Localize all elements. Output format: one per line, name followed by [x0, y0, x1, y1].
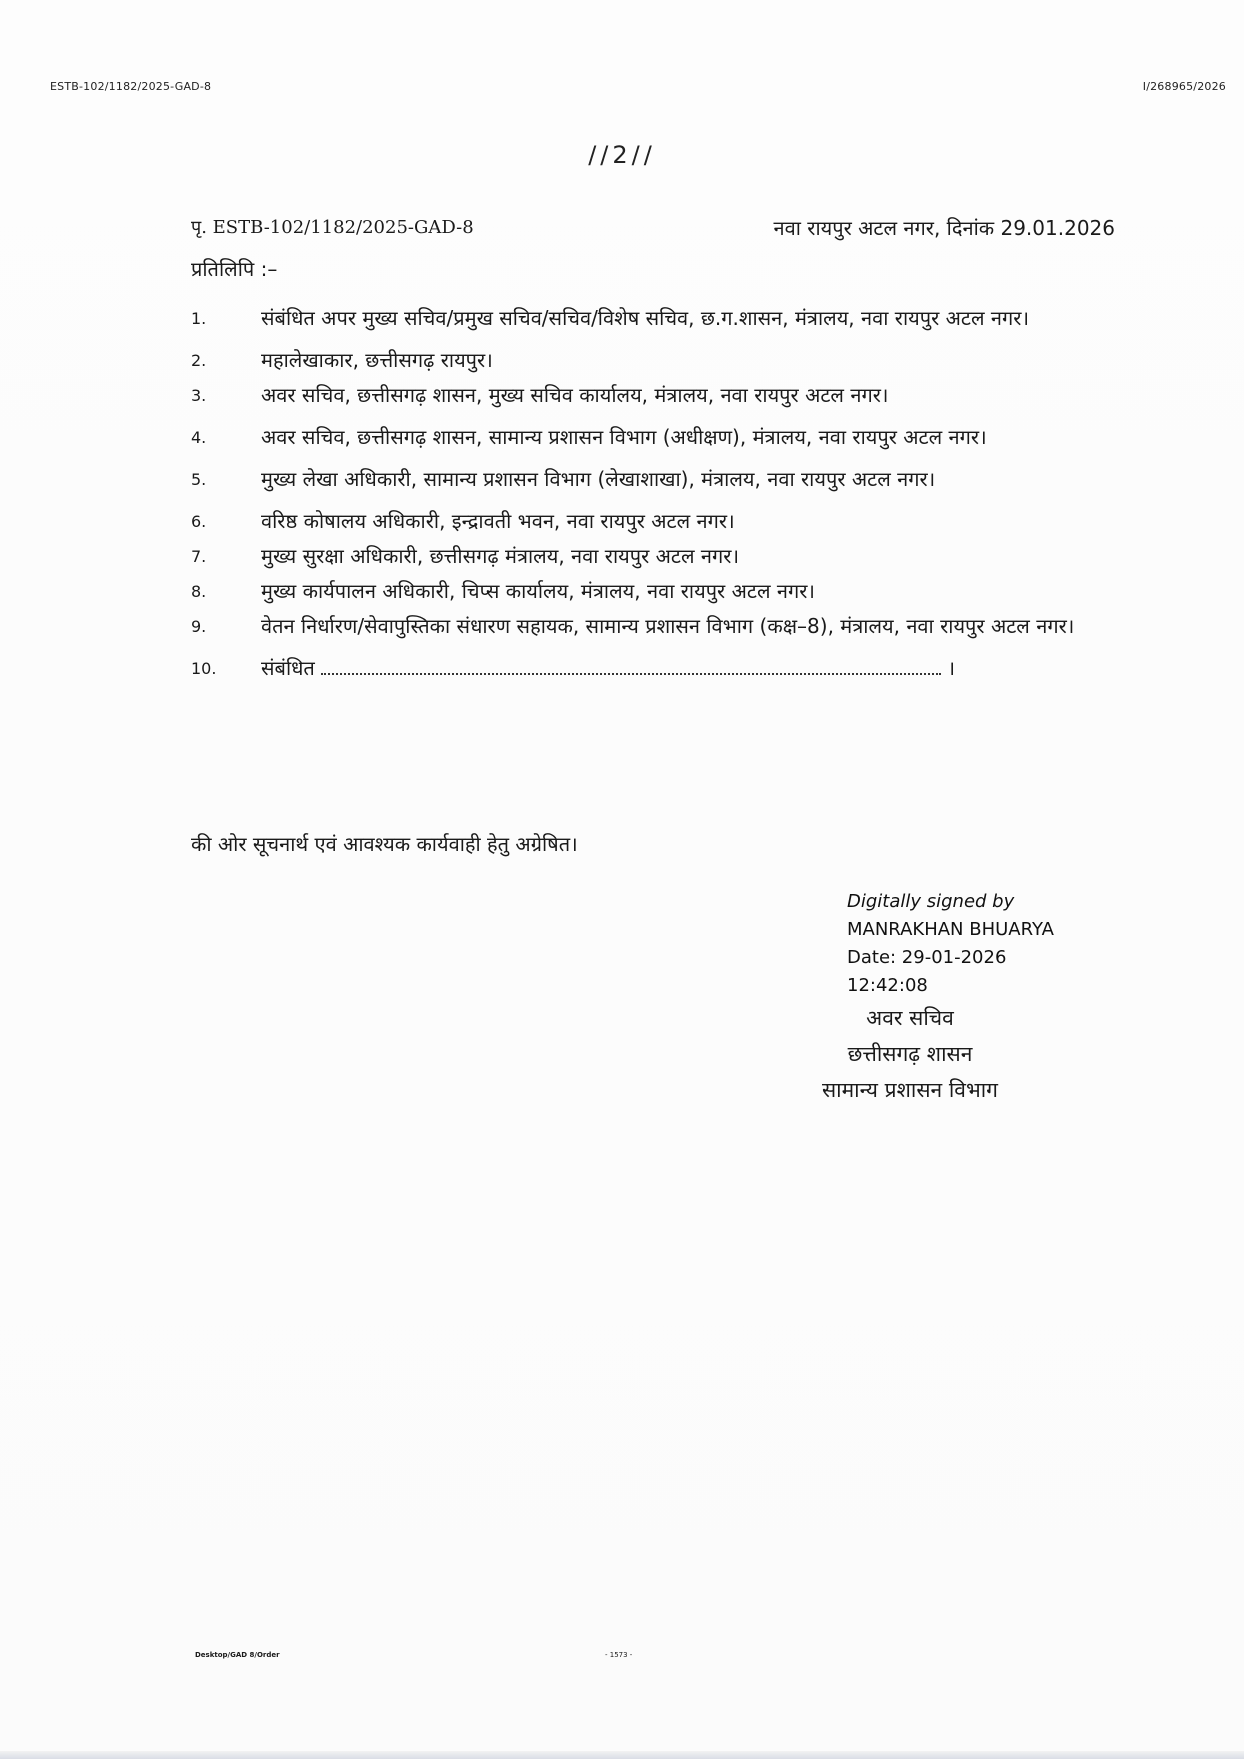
item-number: 10. [191, 659, 217, 678]
item-number: 5. [191, 470, 207, 489]
item-text: मुख्य लेखा अधिकारी, सामान्य प्रशासन विभाग (लेखाशाखा), मंत्रालय, नवा रायपुर अटल नगर। [261, 467, 936, 491]
list-item [191, 652, 1115, 685]
blank-dotted-line [321, 653, 941, 675]
signature-time: 12:42:08 [847, 975, 928, 996]
item-text: अवर सचिव, छत्तीसगढ़ शासन, सामान्य प्रशासन विभाग (अधीक्षण), मंत्रालय, नवा रायपुर अटल नगर। [261, 425, 987, 449]
list-item [191, 463, 1115, 496]
item-text: अवर सचिव, छत्तीसगढ़ शासन, मुख्य सचिव कार्यालय, मंत्रालय, नवा रायपुर अटल नगर। [261, 383, 889, 407]
recipient-list [191, 302, 1115, 687]
closing-line: की ओर सूचनार्थ एवं आवश्यक कार्यवाही हेतु अग्रेषित। [191, 832, 578, 856]
list-item [191, 505, 1115, 538]
letter-reference-number: पृ. ESTB-102/1182/2025-GAD-8 [191, 217, 474, 238]
signature-date: Date: 29-01-2026 [847, 947, 1007, 968]
item-text: महालेखाकार, छत्तीसगढ़ रायपुर। [261, 348, 493, 372]
page-number: //2// [588, 141, 656, 169]
file-reference-right: I/268965/2026 [1142, 80, 1226, 93]
item-number: 8. [191, 582, 207, 601]
item-number: 6. [191, 512, 207, 531]
copy-label: प्रतिलिपि :– [191, 257, 278, 281]
item-text: संबंधित अपर मुख्य सचिव/प्रमुख सचिव/सचिव/विशेष सचिव, छ.ग.शासन, मंत्रालय, नवा रायपुर अटल नगर। [261, 306, 1030, 330]
reference-line [191, 214, 1115, 239]
item-text: वरिष्ठ कोषालय अधिकारी, इन्द्रावती भवन, नवा रायपुर अटल नगर। [261, 509, 735, 533]
digital-signature-block [847, 888, 1054, 1000]
signatory-government: छत्तीसगढ़ शासन [847, 1042, 973, 1066]
signature-title: Digitally signed by [847, 891, 1015, 912]
list-item [191, 421, 1115, 454]
item-number: 1. [191, 309, 207, 328]
footer-file-path: Desktop/GAD 8/Order [195, 1651, 280, 1659]
item-number: 7. [191, 547, 207, 566]
letter-place-date: नवा रायपुर अटल नगर, दिनांक 29.01.2026 [773, 216, 1115, 240]
item-text: मुख्य सुरक्षा अधिकारी, छत्तीसगढ़ मंत्रालय, नवा रायपुर अटल नगर। [261, 544, 740, 568]
item-text: वेतन निर्धारण/सेवापुस्तिका संधारण सहायक, सामान्य प्रशासन विभाग (कक्ष–8), मंत्रालय, नवा रायपुर अटल नगर। [261, 614, 1075, 638]
item-number: 2. [191, 351, 207, 370]
list-item [191, 610, 1115, 643]
list-item [191, 302, 1115, 335]
signatory-department: सामान्य प्रशासन विभाग [821, 1078, 999, 1102]
signatory-designation: अवर सचिव [866, 1006, 954, 1030]
item-number: 4. [191, 428, 207, 447]
item-text: मुख्य कार्यपालन अधिकारी, चिप्स कार्यालय, मंत्रालय, नवा रायपुर अटल नगर। [261, 579, 815, 603]
file-reference-left: ESTB-102/1182/2025-GAD-8 [50, 80, 212, 93]
item-number: 9. [191, 617, 207, 636]
list-item [191, 575, 1115, 608]
list-item [191, 540, 1115, 573]
item-end-mark: । [947, 656, 956, 680]
footer-page-code: - 1573 - [605, 1651, 633, 1659]
list-item [191, 379, 1115, 412]
item-number: 3. [191, 386, 207, 405]
list-item [191, 344, 1115, 377]
item-text: संबंधित [261, 656, 315, 680]
signer-name: MANRAKHAN BHUARYA [847, 919, 1054, 940]
signatory-block [760, 1000, 1060, 1108]
